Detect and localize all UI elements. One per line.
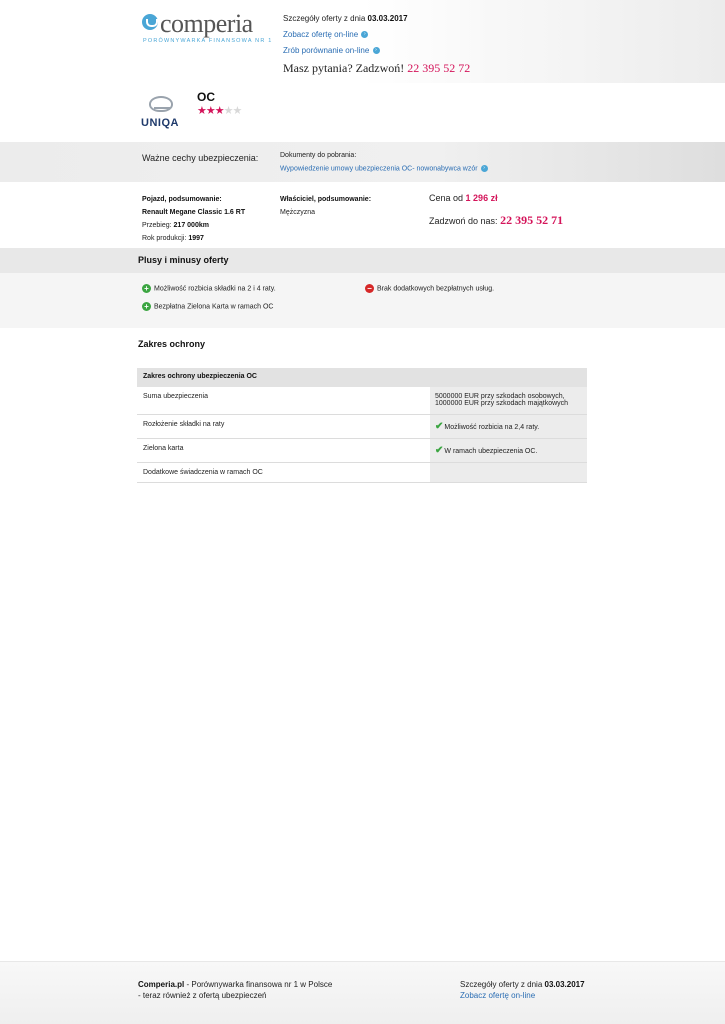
- price-value: 1 296 zł: [465, 193, 498, 203]
- year-value: 1997: [188, 235, 204, 242]
- row-label: Rozłożenie składki na raty: [143, 421, 225, 428]
- info-icon: ›: [373, 47, 380, 54]
- table-row: [137, 387, 587, 415]
- rating-stars: [197, 104, 241, 117]
- footer-offer-block: [460, 979, 585, 1001]
- coverage-table: [137, 368, 587, 483]
- offer-date: 03.03.2017: [367, 14, 408, 23]
- comperia-logo[interactable]: [142, 9, 273, 46]
- pro-item: + Bezpłatna Zielona Karta w ramach OC: [142, 302, 273, 311]
- features-label: Ważne cechy ubezpieczenia:: [142, 153, 259, 163]
- insurer-name: UNIQA: [141, 117, 179, 129]
- row-value: ✔W ramach ubezpieczenia OC.: [430, 439, 587, 462]
- product-title: OC: [197, 90, 215, 104]
- comperia-logo-icon: [142, 14, 158, 30]
- con-item: − Brak dodatkowych bezpłatnych usług.: [365, 284, 494, 293]
- footer-brand-block: [138, 979, 332, 1001]
- row-label: Dodatkowe świadczenia w ramach OC: [143, 469, 263, 476]
- star-empty-icon: ★: [223, 105, 233, 117]
- row-value: [430, 463, 587, 482]
- header-phone[interactable]: 22 395 52 72: [407, 61, 471, 75]
- price-line: [429, 193, 498, 203]
- price-label: Cena od: [429, 193, 464, 203]
- checkmark-icon: ✔: [435, 421, 444, 432]
- owner-label: Właściciel, podsumowanie:: [280, 196, 372, 203]
- offer-details-prefix: Szczegóły oferty z dnia: [283, 14, 366, 23]
- page-footer: [0, 961, 725, 1024]
- uniqa-logo-icon: [149, 96, 173, 112]
- footer-tagline-2: - teraz również z ofertą ubezpieczeń: [138, 991, 267, 1000]
- questions-line: [283, 61, 470, 76]
- call-label: Zadzwoń do nas:: [429, 216, 498, 226]
- table-row: [137, 439, 587, 463]
- mileage-value: 217 000km: [173, 222, 209, 229]
- plus-icon: +: [142, 302, 151, 311]
- compare-online-link[interactable]: Zrób porównanie on-line: [283, 46, 370, 55]
- footer-see-online-link[interactable]: Zobacz ofertę on-line: [460, 991, 536, 1000]
- vehicle-summary: [142, 193, 245, 245]
- row-label: Zielona karta: [143, 445, 184, 452]
- footer-offer-date: 03.03.2017: [544, 980, 585, 989]
- table-header: Zakres ochrony ubezpieczenia OC: [137, 368, 587, 387]
- see-offer-online-link[interactable]: Zobacz ofertę on-line: [283, 30, 359, 39]
- features-band: [0, 142, 725, 182]
- owner-gender: Mężczyzna: [280, 209, 316, 216]
- row-value: ✔Możliwość rozbicia na 2,4 raty.: [430, 415, 587, 438]
- row-label: Suma ubezpieczenia: [143, 393, 208, 400]
- document-download-link[interactable]: Wypowiedzenie umowy ubezpieczenia OC- nowonabywca wzór: [280, 165, 478, 173]
- row-value: 5000000 EUR przy szkodach osobowych, 1000000 EUR przy szkodach majątkowych: [430, 387, 587, 414]
- call-phone[interactable]: 22 395 52 71: [500, 213, 564, 227]
- footer-tagline-1: - Porównywarka finansowa nr 1 w Polsce: [186, 980, 333, 989]
- star-filled-icon: ★: [214, 105, 224, 117]
- owner-summary: [280, 193, 371, 219]
- plus-icon: +: [142, 284, 151, 293]
- vehicle-label: Pojazd, podsumowanie:: [142, 196, 222, 203]
- star-filled-icon: ★: [197, 105, 206, 117]
- offer-date-line: [283, 13, 408, 29]
- year-label: Rok produkcji:: [142, 235, 187, 242]
- header-info: [283, 13, 408, 61]
- pros-cons-header: [0, 248, 725, 273]
- coverage-title: Zakres ochrony: [138, 339, 206, 349]
- info-icon: ›: [481, 165, 488, 172]
- info-icon: ›: [361, 31, 368, 38]
- pros-cons-body: [0, 273, 725, 328]
- pro-item: + Możliwość rozbicia składki na 2 i 4 raty.: [142, 284, 276, 293]
- star-filled-icon: ★: [205, 105, 215, 117]
- pros-cons-title: Plusy i minusy oferty: [138, 255, 229, 265]
- table-row: [137, 415, 587, 439]
- footer-offer-prefix: Szczegóły oferty z dnia: [460, 980, 543, 989]
- logo-text: comperia: [160, 9, 253, 38]
- uniqa-logo: [140, 96, 186, 132]
- vehicle-model: Renault Megane Classic 1.6 RT: [142, 209, 246, 216]
- checkmark-icon: ✔: [435, 445, 444, 456]
- call-line: [429, 213, 563, 228]
- questions-text: Masz pytania? Zadzwoń!: [283, 61, 405, 75]
- logo-subtitle: PORÓWNYWARKA FINANSOWA NR 1: [143, 38, 273, 44]
- footer-brand[interactable]: Comperia.pl: [138, 980, 185, 989]
- minus-icon: −: [365, 284, 374, 293]
- table-row: [137, 463, 587, 483]
- mileage-label: Przebieg:: [142, 222, 172, 229]
- documents-label: Dokumenty do pobrania:: [280, 152, 357, 159]
- star-empty-icon: ★: [232, 105, 242, 117]
